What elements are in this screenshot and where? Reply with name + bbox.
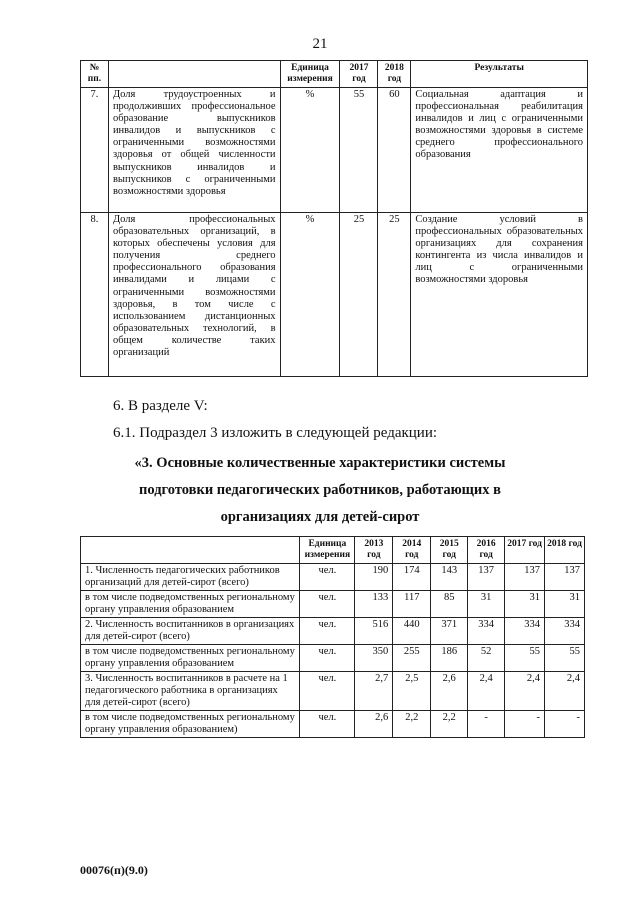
row-2014: 440	[393, 618, 431, 645]
row-2014: 174	[393, 564, 431, 591]
subsection-line: 6.1. Подраздел 3 изложить в следующей редакции:	[113, 425, 438, 441]
row-2017: 55	[505, 645, 545, 672]
table-row	[81, 591, 585, 618]
table-row	[81, 564, 585, 591]
row-unit: чел.	[300, 711, 355, 738]
header-num: № пп.	[81, 61, 109, 88]
header-2017: 2017 год	[505, 537, 545, 564]
characteristics-table	[80, 536, 585, 738]
header-2016: 2016 год	[468, 537, 505, 564]
row-2018: -	[545, 711, 585, 738]
header-unit: Единица измерения	[300, 537, 355, 564]
header-2017: 2017 год	[340, 61, 378, 88]
row-2013: 2,7	[355, 672, 393, 711]
row-name: в том числе подведомственных региональному органу управления образованием	[81, 645, 300, 672]
row-name: Доля трудоустроенных и продолживших профессиональное образование выпускников инвалидов и выпускников с ограниченными возможностями здоровья от общей численности выпускников инвалидов и выпускников с ограниченными возможностями здоровья	[108, 88, 280, 213]
header-2018: 2018 год	[378, 61, 411, 88]
row-unit: чел.	[300, 672, 355, 711]
row-2014: 2,2	[393, 711, 431, 738]
row-2016: -	[468, 711, 505, 738]
row-name: 2. Численность воспитанников в организациях для детей-сирот (всего)	[81, 618, 300, 645]
row-name: в том числе подведомственных региональному органу управления образованием	[81, 591, 300, 618]
row-2017: 334	[505, 618, 545, 645]
row-name: в том числе подведомственных региональному органу управления образованием)	[81, 711, 300, 738]
row-unit: чел.	[300, 645, 355, 672]
row-2013: 350	[355, 645, 393, 672]
row-2018: 334	[545, 618, 585, 645]
row-2017: 31	[505, 591, 545, 618]
header-name	[81, 537, 300, 564]
header-2018: 2018 год	[545, 537, 585, 564]
table-row	[81, 645, 585, 672]
table-row	[81, 672, 585, 711]
row-2018: 2,4	[545, 672, 585, 711]
row-2015: 2,2	[431, 711, 468, 738]
row-2014: 2,5	[393, 672, 431, 711]
row-2018: 55	[545, 645, 585, 672]
table-row	[81, 711, 585, 738]
header-2014: 2014 год	[393, 537, 431, 564]
row-2017: 2,4	[505, 672, 545, 711]
page-number: 21	[312, 36, 328, 52]
header-results: Результаты	[411, 61, 588, 88]
row-unit: чел.	[300, 618, 355, 645]
row-2015: 186	[431, 645, 468, 672]
row-2015: 2,6	[431, 672, 468, 711]
table-header-row	[81, 537, 585, 564]
row-2015: 143	[431, 564, 468, 591]
row-2018: 137	[545, 564, 585, 591]
row-2014: 117	[393, 591, 431, 618]
row-name: 3. Численность воспитанников в расчете на 1 педагогического работника в организациях для детей-сирот (всего)	[81, 672, 300, 711]
row-2013: 133	[355, 591, 393, 618]
row-2018: 31	[545, 591, 585, 618]
row-2017: 137	[505, 564, 545, 591]
section-line: 6. В разделе V:	[113, 398, 208, 414]
row-name: Доля профессиональных образовательных организаций, в которых обеспечены условия для получения среднего профессионального образования инвалидами и лицами с ограниченными возможностями здоровья, в том числе с использованием дистанционных образовательных технологий, в общем количестве таких организаций	[108, 213, 280, 377]
row-2017: 25	[340, 213, 378, 377]
row-num: 8.	[81, 213, 109, 377]
document-code: 00076(п)(9.0)	[80, 863, 148, 877]
row-2017: 55	[340, 88, 378, 213]
table-header-row	[81, 61, 588, 88]
row-2016: 334	[468, 618, 505, 645]
row-num: 7.	[81, 88, 109, 213]
header-2013: 2013 год	[355, 537, 393, 564]
row-2013: 190	[355, 564, 393, 591]
row-2013: 2,6	[355, 711, 393, 738]
table-row	[81, 88, 588, 213]
row-2016: 31	[468, 591, 505, 618]
row-unit: чел.	[300, 564, 355, 591]
row-2015: 371	[431, 618, 468, 645]
row-2013: 516	[355, 618, 393, 645]
row-result: Создание условий в профессиональных образовательных организациях для сохранения контингента из числа инвалидов и лиц с ограниченными возможностями здоровья	[411, 213, 588, 377]
row-unit: %	[280, 88, 340, 213]
row-2016: 137	[468, 564, 505, 591]
table-row	[81, 213, 588, 377]
results-table	[80, 60, 588, 377]
header-name	[108, 61, 280, 88]
row-2016: 2,4	[468, 672, 505, 711]
row-2018: 60	[378, 88, 411, 213]
table-row	[81, 618, 585, 645]
row-unit: чел.	[300, 591, 355, 618]
row-2018: 25	[378, 213, 411, 377]
row-2016: 52	[468, 645, 505, 672]
row-2017: -	[505, 711, 545, 738]
row-name: 1. Численность педагогических работников организаций для детей-сирот (всего)	[81, 564, 300, 591]
header-unit: Единица измерения	[280, 61, 340, 88]
row-2015: 85	[431, 591, 468, 618]
row-result: Социальная адаптация и профессиональная реабилитация инвалидов и лиц с ограниченными возможностями здоровья в системе среднего профессионального образования	[411, 88, 588, 213]
section-heading: «3. Основные количественные характеристики системы подготовки педагогических работников, работающих в организациях для детей-сирот	[134, 455, 506, 525]
header-2015: 2015 год	[431, 537, 468, 564]
row-unit: %	[280, 213, 340, 377]
row-2014: 255	[393, 645, 431, 672]
